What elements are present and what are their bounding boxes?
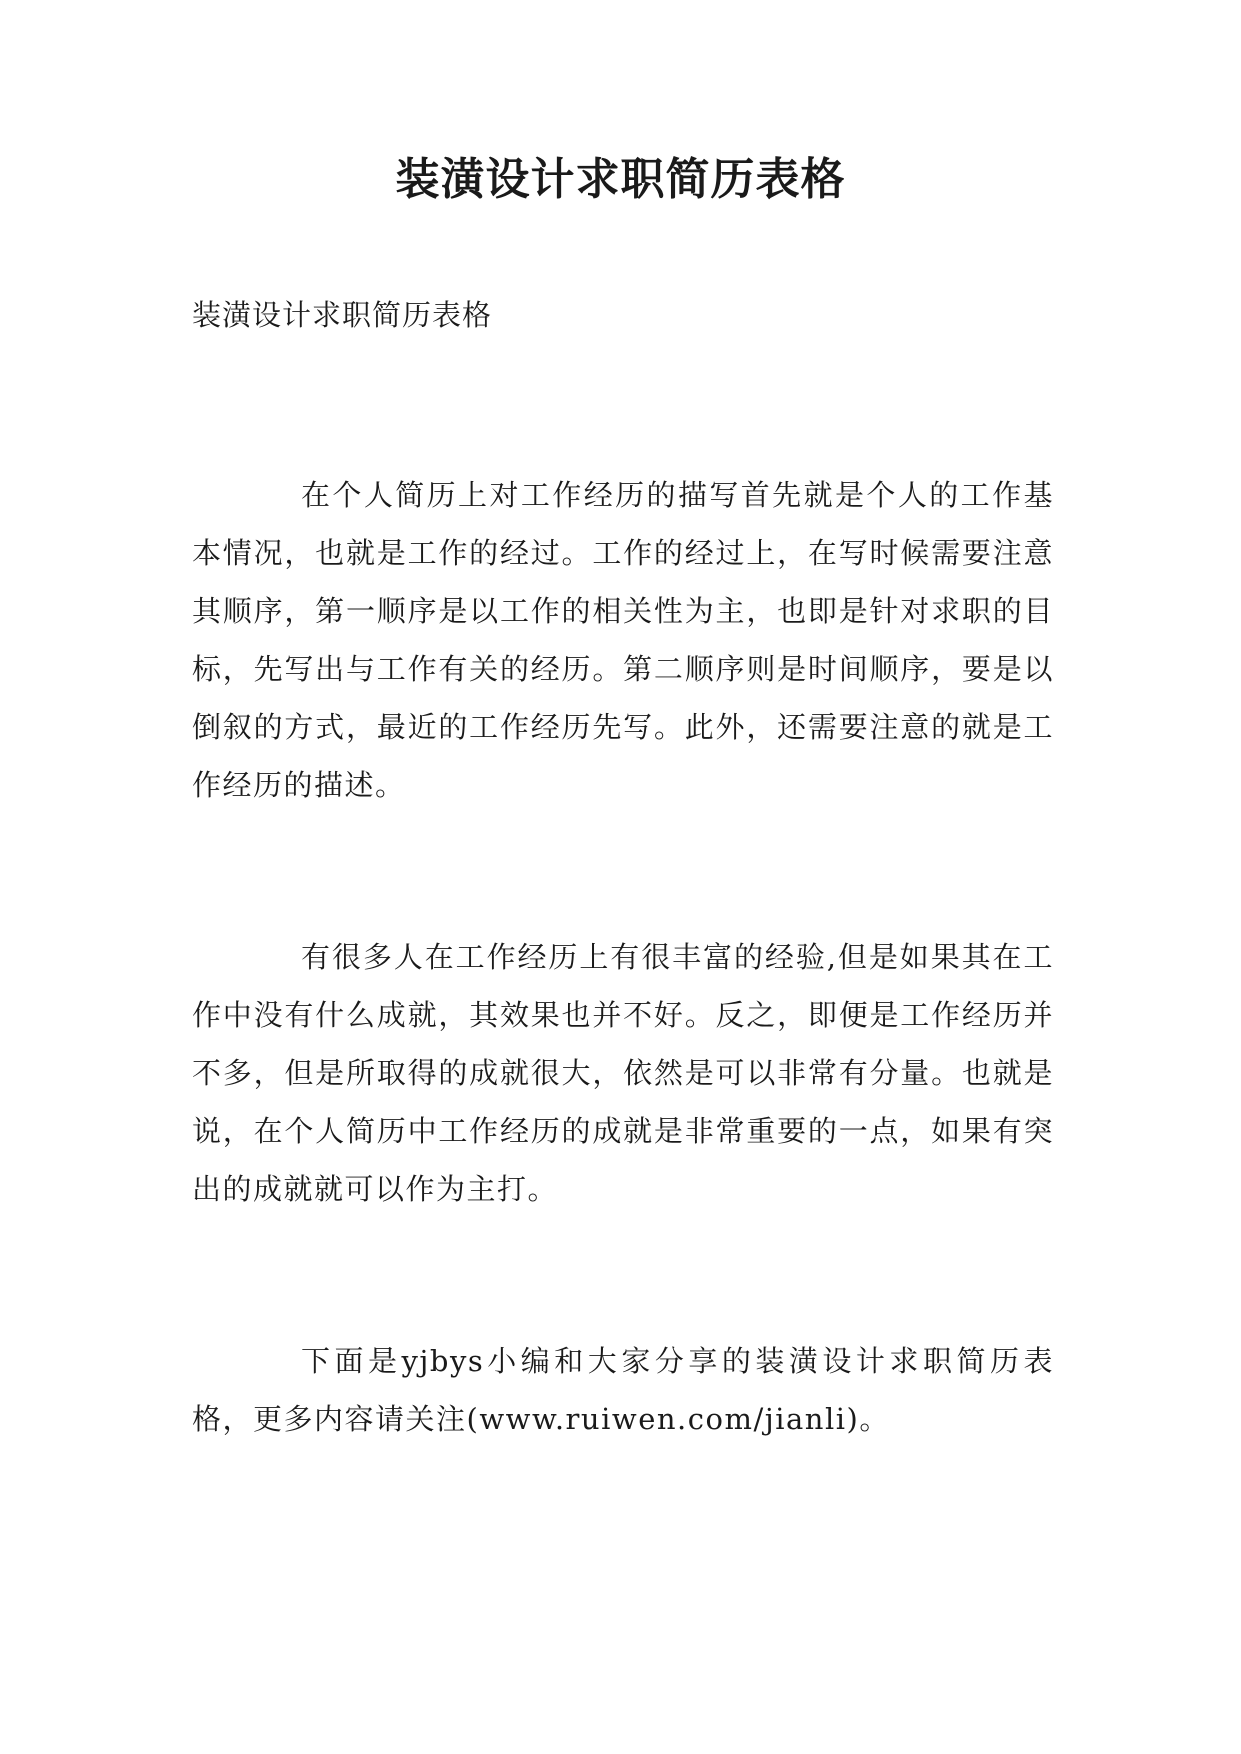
paragraph-work-achievements: 有很多人在工作经历上有很丰富的经验,但是如果其在工作中没有什么成就，其效果也并不好。反之，即便是工作经历并不多，但是所取得的成就很大，依然是可以非常有分量。也就是说，在个人简历中工作经历的成就是非常重要的一点，如果有突出的成就就可以作为主打。 xyxy=(192,940,1054,1206)
document-title: 装潢设计求职简历表格 xyxy=(395,154,846,205)
paragraph-share-note: 下面是yjbys小编和大家分享的装潢设计求职简历表格，更多内容请关注(www.ruiwen.com/jianli)。 xyxy=(192,1344,1054,1436)
document-subtitle: 装潢设计求职简历表格 xyxy=(192,298,493,332)
paragraph-work-experience-description: 在个人简历上对工作经历的描写首先就是个人的工作基本情况，也就是工作的经过。工作的经过上，在写时候需要注意其顺序，第一顺序是以工作的相关性为主，也即是针对求职的目标，先写出与工作有关的经历。第二顺序则是时间顺序，要是以倒叙的方式，最近的工作经历先写。此外，还需要注意的就是工作经历的描述。 xyxy=(192,478,1054,802)
